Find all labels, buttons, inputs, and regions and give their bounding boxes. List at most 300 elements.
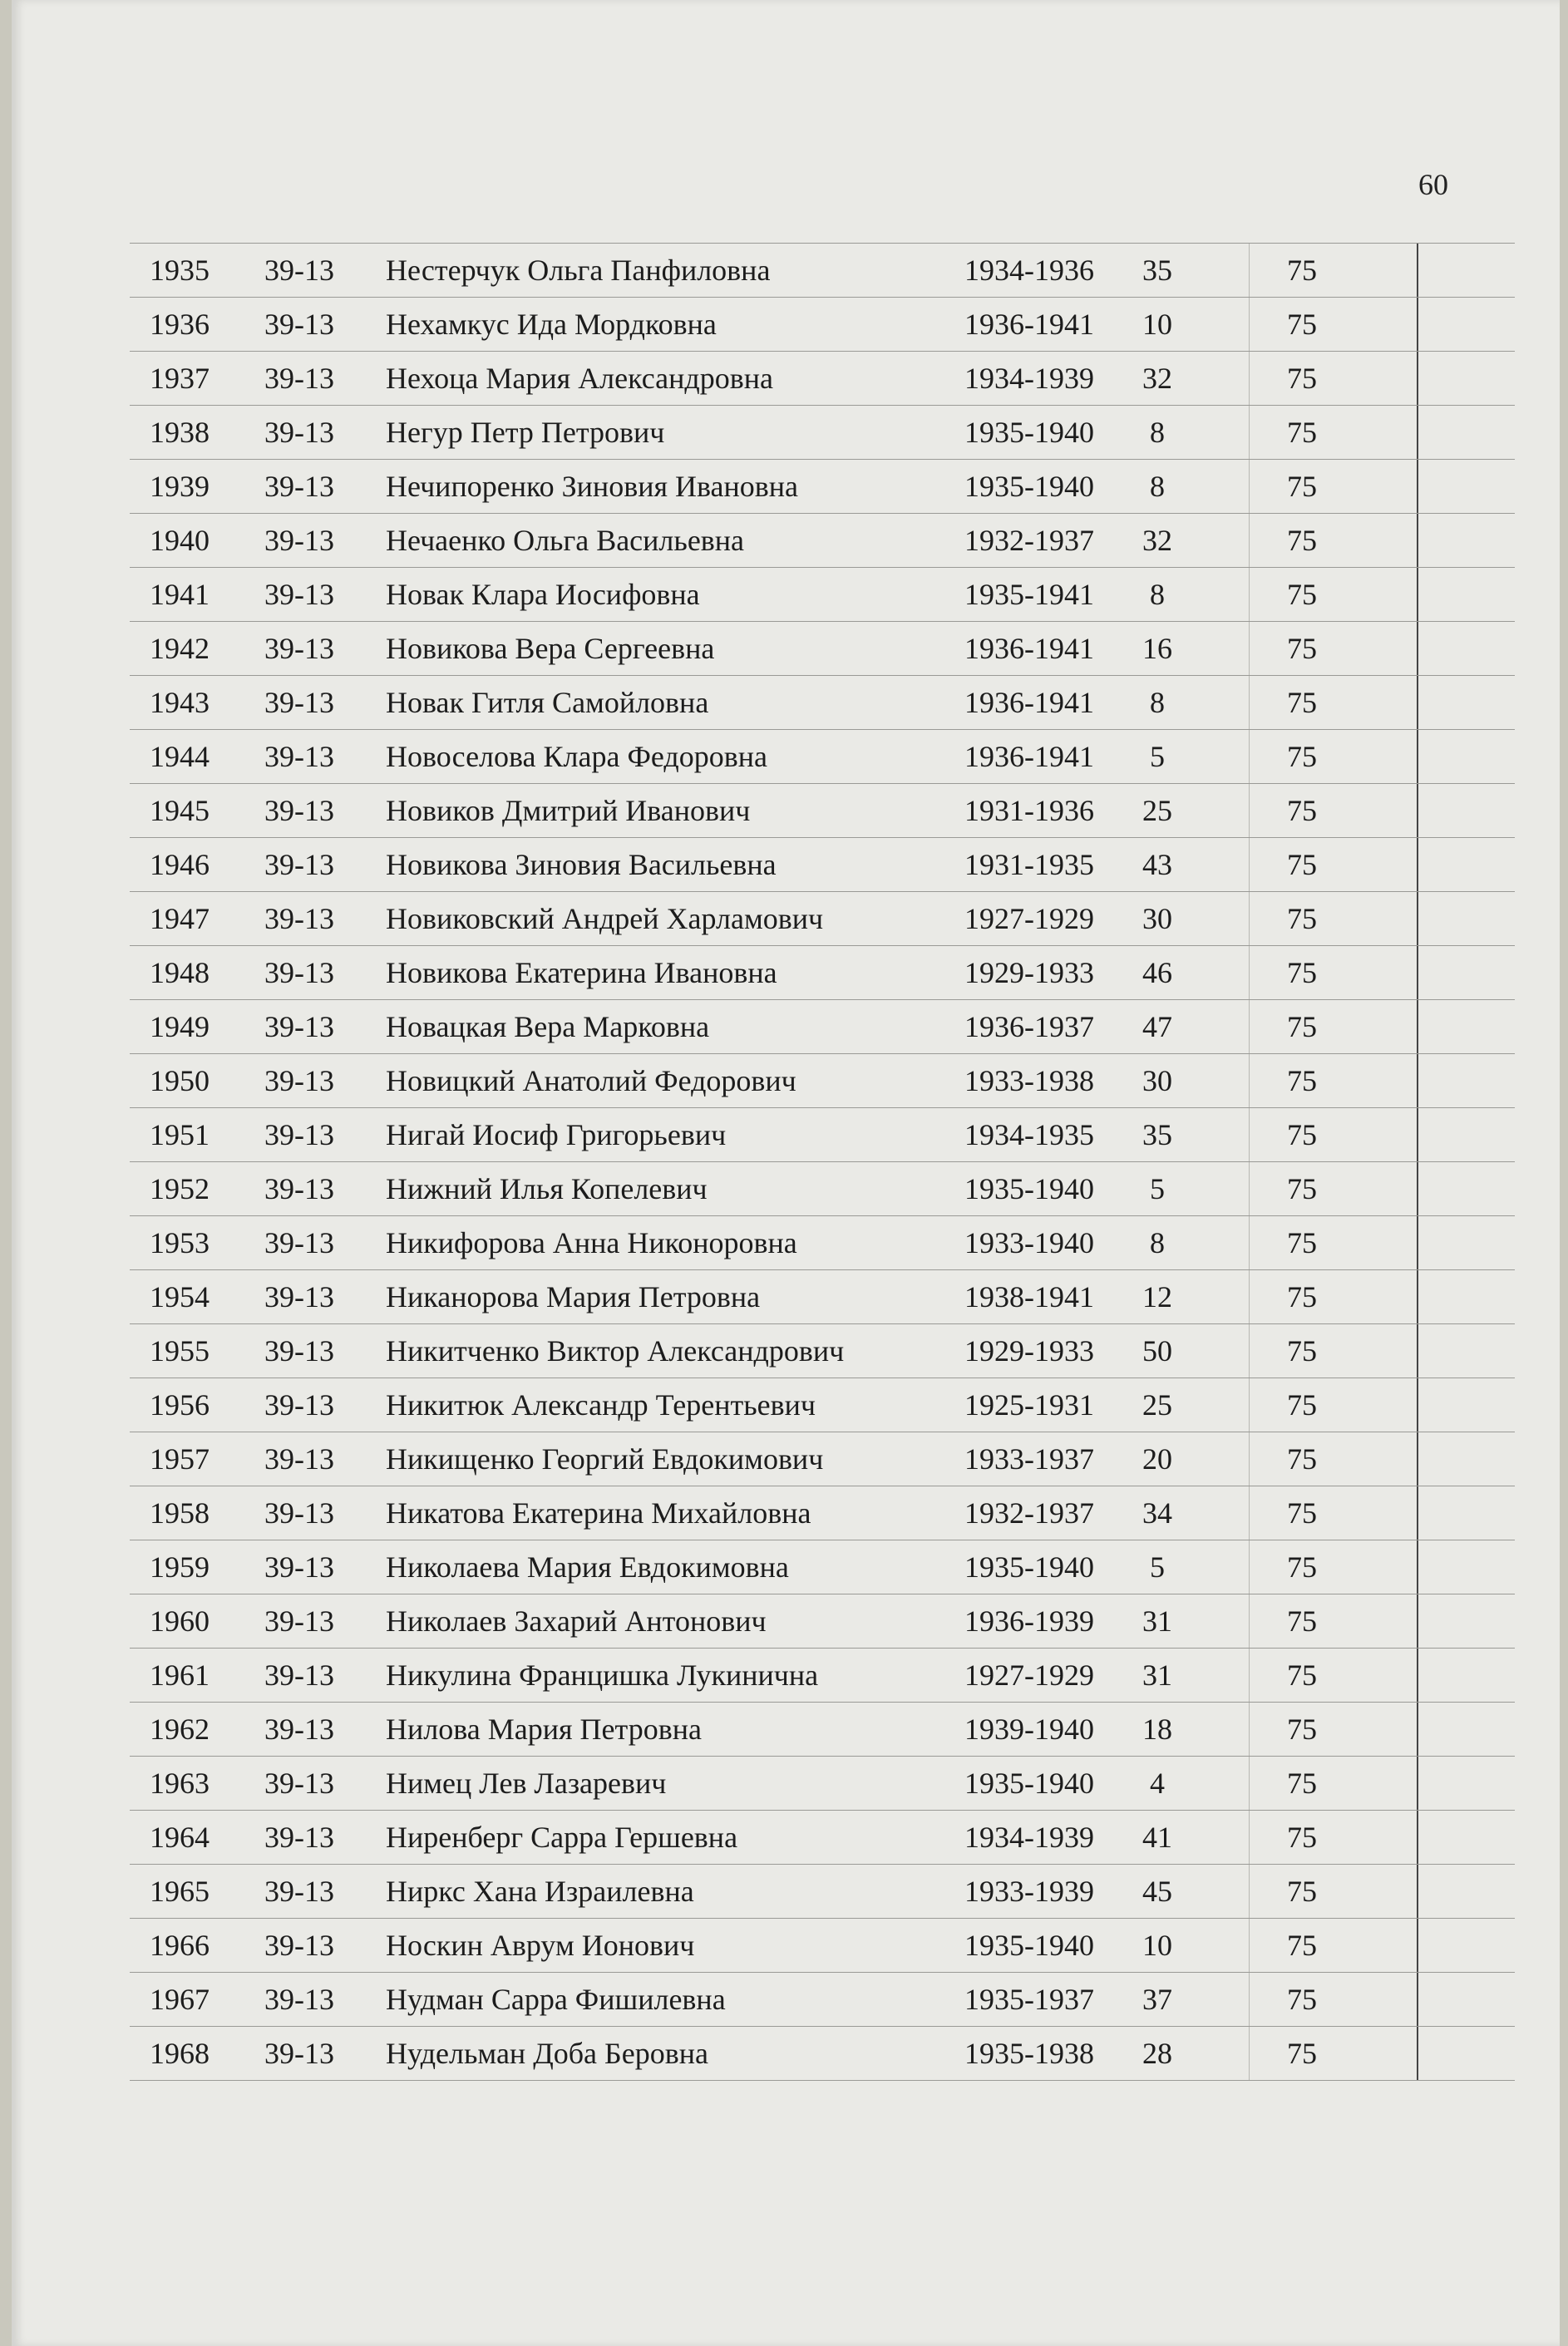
record-years: 1936-1939: [964, 1604, 1094, 1638]
record-count: 35: [1142, 1118, 1172, 1151]
record-code: 39-13: [264, 254, 334, 287]
retention-term: 75: [1287, 632, 1317, 665]
retention-term: 75: [1287, 524, 1317, 557]
retention-term: 75: [1287, 1550, 1317, 1584]
retention-term: 75: [1287, 254, 1317, 287]
record-years: 1935-1940: [964, 1929, 1094, 1962]
column-divider: [1417, 1432, 1418, 1486]
page-number: 60: [1418, 168, 1448, 201]
record-count: 8: [1150, 686, 1165, 719]
column-divider: [1417, 946, 1418, 999]
record-code: 39-13: [264, 1388, 334, 1422]
record-number: 1965: [150, 1875, 210, 1908]
table-row: [130, 1054, 1515, 1108]
person-name: Новацкая Вера Марковна: [386, 1010, 710, 1043]
column-divider: [1249, 784, 1250, 837]
table-row: [130, 298, 1515, 352]
table-row: [130, 406, 1515, 460]
record-years: 1936-1941: [964, 686, 1094, 719]
record-years: 1931-1936: [964, 794, 1094, 827]
record-years: 1931-1935: [964, 848, 1094, 881]
retention-term: 75: [1287, 308, 1317, 341]
record-number: 1964: [150, 1821, 210, 1854]
record-count: 10: [1142, 1929, 1172, 1962]
record-number: 1966: [150, 1929, 210, 1962]
record-years: 1936-1941: [964, 632, 1094, 665]
record-number: 1941: [150, 578, 210, 611]
record-number: 1936: [150, 308, 210, 341]
record-code: 39-13: [264, 1875, 334, 1908]
table-row: [130, 1378, 1515, 1432]
record-count: 41: [1142, 1821, 1172, 1854]
record-count: 46: [1142, 956, 1172, 989]
record-count: 20: [1142, 1442, 1172, 1476]
retention-term: 75: [1287, 470, 1317, 503]
retention-term: 75: [1287, 956, 1317, 989]
record-years: 1935-1940: [964, 470, 1094, 503]
record-number: 1946: [150, 848, 210, 881]
column-divider: [1417, 838, 1418, 891]
retention-term: 75: [1287, 1118, 1317, 1151]
column-divider: [1249, 1108, 1250, 1161]
record-years: 1927-1929: [964, 902, 1094, 935]
column-divider: [1249, 1757, 1250, 1810]
record-count: 34: [1142, 1496, 1172, 1530]
record-code: 39-13: [264, 1010, 334, 1043]
record-years: 1935-1940: [964, 1550, 1094, 1584]
record-number: 1960: [150, 1604, 210, 1638]
record-years: 1929-1933: [964, 956, 1094, 989]
column-divider: [1249, 1000, 1250, 1053]
record-years: 1932-1937: [964, 524, 1094, 557]
record-years: 1927-1929: [964, 1658, 1094, 1692]
column-divider: [1417, 514, 1418, 567]
table-row: [130, 730, 1515, 784]
column-divider: [1249, 622, 1250, 675]
record-number: 1942: [150, 632, 210, 665]
column-divider: [1417, 1054, 1418, 1107]
person-name: Новикова Зиновия Васильевна: [386, 848, 777, 881]
column-divider: [1417, 1919, 1418, 1972]
record-years: 1934-1939: [964, 362, 1094, 395]
column-divider: [1249, 676, 1250, 729]
record-count: 5: [1150, 740, 1165, 773]
record-number: 1958: [150, 1496, 210, 1530]
record-count: 8: [1150, 578, 1165, 611]
person-name: Новиков Дмитрий Иванович: [386, 794, 751, 827]
column-divider: [1249, 406, 1250, 459]
person-name: Нимец Лев Лазаревич: [386, 1767, 667, 1800]
column-divider: [1417, 892, 1418, 945]
column-divider: [1249, 1811, 1250, 1864]
record-years: 1933-1939: [964, 1875, 1094, 1908]
record-count: 50: [1142, 1334, 1172, 1368]
table-row: [130, 514, 1515, 568]
column-divider: [1249, 730, 1250, 783]
record-count: 32: [1142, 362, 1172, 395]
retention-term: 75: [1287, 1875, 1317, 1908]
record-number: 1959: [150, 1550, 210, 1584]
person-name: Никитюк Александр Терентьевич: [386, 1388, 816, 1422]
record-code: 39-13: [264, 362, 334, 395]
record-count: 8: [1150, 416, 1165, 449]
record-number: 1948: [150, 956, 210, 989]
record-code: 39-13: [264, 1658, 334, 1692]
column-divider: [1249, 1540, 1250, 1594]
record-count: 30: [1142, 1064, 1172, 1097]
person-name: Нигай Иосиф Григорьевич: [386, 1118, 727, 1151]
column-divider: [1417, 1216, 1418, 1269]
person-name: Николаева Мария Евдокимовна: [386, 1550, 789, 1584]
record-count: 28: [1142, 2037, 1172, 2070]
record-count: 4: [1150, 1767, 1165, 1800]
person-name: Новоселова Клара Федоровна: [386, 740, 767, 773]
table-row: [130, 838, 1515, 892]
person-name: Новак Клара Иосифовна: [386, 578, 700, 611]
column-divider: [1249, 1703, 1250, 1756]
record-number: 1938: [150, 416, 210, 449]
table-row: [130, 2027, 1515, 2081]
record-count: 43: [1142, 848, 1172, 881]
record-code: 39-13: [264, 740, 334, 773]
column-divider: [1417, 1811, 1418, 1864]
record-number: 1957: [150, 1442, 210, 1476]
person-name: Новикова Екатерина Ивановна: [386, 956, 777, 989]
column-divider: [1417, 622, 1418, 675]
record-code: 39-13: [264, 1929, 334, 1962]
record-years: 1935-1940: [964, 1767, 1094, 1800]
table-row: [130, 622, 1515, 676]
record-code: 39-13: [264, 416, 334, 449]
retention-term: 75: [1287, 1767, 1317, 1800]
table-row: [130, 1000, 1515, 1054]
record-code: 39-13: [264, 1604, 334, 1638]
record-code: 39-13: [264, 1064, 334, 1097]
record-count: 10: [1142, 308, 1172, 341]
record-count: 16: [1142, 632, 1172, 665]
column-divider: [1417, 244, 1418, 297]
retention-term: 75: [1287, 740, 1317, 773]
table-row: [130, 1703, 1515, 1757]
record-years: 1935-1938: [964, 2037, 1094, 2070]
retention-term: 75: [1287, 1658, 1317, 1692]
column-divider: [1417, 676, 1418, 729]
record-number: 1943: [150, 686, 210, 719]
table-row: [130, 460, 1515, 514]
table-row: [130, 1540, 1515, 1594]
table-row: [130, 1162, 1515, 1216]
person-name: Никатова Екатерина Михайловна: [386, 1496, 811, 1530]
person-name: Негур Петр Петрович: [386, 416, 665, 449]
table-row: [130, 1649, 1515, 1703]
column-divider: [1249, 1865, 1250, 1918]
record-number: 1952: [150, 1172, 210, 1205]
column-divider: [1417, 1594, 1418, 1648]
retention-term: 75: [1287, 1983, 1317, 2016]
column-divider: [1249, 2027, 1250, 2080]
retention-term: 75: [1287, 902, 1317, 935]
column-divider: [1249, 892, 1250, 945]
column-divider: [1249, 1919, 1250, 1972]
record-number: 1940: [150, 524, 210, 557]
record-code: 39-13: [264, 632, 334, 665]
record-number: 1967: [150, 1983, 210, 2016]
person-name: Никанорова Мария Петровна: [386, 1280, 761, 1313]
person-name: Николаев Захарий Антонович: [386, 1604, 767, 1638]
record-years: 1932-1937: [964, 1496, 1094, 1530]
person-name: Новикова Вера Сергеевна: [386, 632, 715, 665]
person-name: Нехоца Мария Александровна: [386, 362, 773, 395]
record-code: 39-13: [264, 1983, 334, 2016]
record-code: 39-13: [264, 1821, 334, 1854]
record-count: 31: [1142, 1658, 1172, 1692]
column-divider: [1417, 1000, 1418, 1053]
record-count: 31: [1142, 1604, 1172, 1638]
retention-term: 75: [1287, 362, 1317, 395]
column-divider: [1417, 1324, 1418, 1378]
column-divider: [1249, 568, 1250, 621]
column-divider: [1417, 1540, 1418, 1594]
record-years: 1936-1941: [964, 308, 1094, 341]
column-divider: [1249, 1378, 1250, 1432]
person-name: Нехамкус Ида Мордковна: [386, 308, 717, 341]
person-name: Новицкий Анатолий Федорович: [386, 1064, 796, 1097]
table-row: [130, 1865, 1515, 1919]
record-years: 1935-1937: [964, 1983, 1094, 2016]
record-count: 35: [1142, 254, 1172, 287]
person-name: Носкин Аврум Ионович: [386, 1929, 695, 1962]
person-name: Новиковский Андрей Харламович: [386, 902, 824, 935]
retention-term: 75: [1287, 1064, 1317, 1097]
record-number: 1954: [150, 1280, 210, 1313]
record-number: 1949: [150, 1010, 210, 1043]
record-code: 39-13: [264, 308, 334, 341]
person-name: Никифорова Анна Никоноровна: [386, 1226, 797, 1259]
retention-term: 75: [1287, 686, 1317, 719]
person-name: Ниренберг Сарра Гершевна: [386, 1821, 738, 1854]
column-divider: [1249, 1432, 1250, 1486]
table-row: [130, 1432, 1515, 1486]
column-divider: [1417, 460, 1418, 513]
person-name: Нудман Сарра Фишилевна: [386, 1983, 726, 2016]
retention-term: 75: [1287, 1442, 1317, 1476]
table-row: [130, 1973, 1515, 2027]
record-count: 5: [1150, 1550, 1165, 1584]
person-name: Никитченко Виктор Александрович: [386, 1334, 845, 1368]
record-code: 39-13: [264, 1442, 334, 1476]
record-count: 5: [1150, 1172, 1165, 1205]
record-years: 1935-1940: [964, 416, 1094, 449]
record-years: 1936-1941: [964, 740, 1094, 773]
retention-term: 75: [1287, 1388, 1317, 1422]
column-divider: [1249, 460, 1250, 513]
record-years: 1939-1940: [964, 1713, 1094, 1746]
record-number: 1968: [150, 2037, 210, 2070]
person-name: Ниркс Хана Израилевна: [386, 1875, 694, 1908]
person-name: Нудельман Доба Беровна: [386, 2037, 708, 2070]
record-count: 25: [1142, 1388, 1172, 1422]
record-count: 30: [1142, 902, 1172, 935]
person-name: Новак Гитля Самойловна: [386, 686, 709, 719]
table-row: [130, 1757, 1515, 1811]
record-count: 18: [1142, 1713, 1172, 1746]
person-name: Никищенко Георгий Евдокимович: [386, 1442, 824, 1476]
table-row: [130, 784, 1515, 838]
column-divider: [1249, 244, 1250, 297]
record-years: 1938-1941: [964, 1280, 1094, 1313]
record-count: 25: [1142, 794, 1172, 827]
record-years: 1925-1931: [964, 1388, 1094, 1422]
table-row: [130, 1324, 1515, 1378]
retention-term: 75: [1287, 848, 1317, 881]
record-count: 45: [1142, 1875, 1172, 1908]
table-row: [130, 676, 1515, 730]
retention-term: 75: [1287, 794, 1317, 827]
record-number: 1945: [150, 794, 210, 827]
retention-term: 75: [1287, 2037, 1317, 2070]
record-number: 1963: [150, 1767, 210, 1800]
table-row: [130, 244, 1515, 298]
record-code: 39-13: [264, 1226, 334, 1259]
person-name: Нестерчук Ольга Панфиловна: [386, 254, 771, 287]
column-divider: [1417, 406, 1418, 459]
column-divider: [1417, 1270, 1418, 1323]
record-years: 1935-1940: [964, 1172, 1094, 1205]
column-divider: [1417, 1378, 1418, 1432]
column-divider: [1417, 1108, 1418, 1161]
column-divider: [1249, 514, 1250, 567]
record-number: 1951: [150, 1118, 210, 1151]
record-number: 1935: [150, 254, 210, 287]
table-row: [130, 1811, 1515, 1865]
record-number: 1953: [150, 1226, 210, 1259]
record-years: 1936-1937: [964, 1010, 1094, 1043]
table-row: [130, 352, 1515, 406]
record-code: 39-13: [264, 578, 334, 611]
record-count: 37: [1142, 1983, 1172, 2016]
table-row: [130, 1594, 1515, 1649]
retention-term: 75: [1287, 1496, 1317, 1530]
retention-term: 75: [1287, 578, 1317, 611]
column-divider: [1417, 730, 1418, 783]
retention-term: 75: [1287, 1713, 1317, 1746]
record-number: 1937: [150, 362, 210, 395]
table-row: [130, 1270, 1515, 1324]
document-page: [12, 0, 1560, 2346]
person-name: Никулина Францишка Лукинична: [386, 1658, 819, 1692]
column-divider: [1417, 784, 1418, 837]
column-divider: [1249, 1162, 1250, 1215]
record-code: 39-13: [264, 1496, 334, 1530]
record-code: 39-13: [264, 956, 334, 989]
column-divider: [1249, 1973, 1250, 2026]
table-row: [130, 946, 1515, 1000]
person-name: Нилова Мария Петровна: [386, 1713, 702, 1746]
record-years: 1934-1935: [964, 1118, 1094, 1151]
record-number: 1950: [150, 1064, 210, 1097]
record-number: 1956: [150, 1388, 210, 1422]
column-divider: [1417, 1865, 1418, 1918]
table-row: [130, 1216, 1515, 1270]
record-code: 39-13: [264, 794, 334, 827]
column-divider: [1249, 1649, 1250, 1702]
record-code: 39-13: [264, 902, 334, 935]
column-divider: [1249, 1270, 1250, 1323]
record-code: 39-13: [264, 470, 334, 503]
column-divider: [1249, 1216, 1250, 1269]
record-code: 39-13: [264, 1713, 334, 1746]
column-divider: [1417, 352, 1418, 405]
column-divider: [1249, 946, 1250, 999]
record-count: 12: [1142, 1280, 1172, 1313]
retention-term: 75: [1287, 1226, 1317, 1259]
retention-term: 75: [1287, 1821, 1317, 1854]
table-row: [130, 1919, 1515, 1973]
record-count: 8: [1150, 1226, 1165, 1259]
person-name: Нечипоренко Зиновия Ивановна: [386, 470, 799, 503]
record-code: 39-13: [264, 1172, 334, 1205]
record-code: 39-13: [264, 2037, 334, 2070]
person-name: Нечаенко Ольга Васильевна: [386, 524, 745, 557]
table-row: [130, 892, 1515, 946]
retention-term: 75: [1287, 1334, 1317, 1368]
retention-term: 75: [1287, 416, 1317, 449]
column-divider: [1249, 1486, 1250, 1540]
column-divider: [1417, 1757, 1418, 1810]
column-divider: [1249, 1594, 1250, 1648]
record-years: 1934-1939: [964, 1821, 1094, 1854]
record-code: 39-13: [264, 848, 334, 881]
person-name: Нижний Илья Копелевич: [386, 1172, 708, 1205]
column-divider: [1249, 838, 1250, 891]
record-years: 1935-1941: [964, 578, 1094, 611]
column-divider: [1249, 1324, 1250, 1378]
record-years: 1934-1936: [964, 254, 1094, 287]
record-number: 1947: [150, 902, 210, 935]
records-table: [130, 243, 1515, 2081]
column-divider: [1249, 352, 1250, 405]
retention-term: 75: [1287, 1172, 1317, 1205]
retention-term: 75: [1287, 1929, 1317, 1962]
record-code: 39-13: [264, 1280, 334, 1313]
retention-term: 75: [1287, 1604, 1317, 1638]
column-divider: [1417, 1162, 1418, 1215]
record-number: 1955: [150, 1334, 210, 1368]
record-code: 39-13: [264, 1118, 334, 1151]
record-code: 39-13: [264, 1334, 334, 1368]
record-code: 39-13: [264, 1767, 334, 1800]
record-years: 1933-1937: [964, 1442, 1094, 1476]
record-number: 1944: [150, 740, 210, 773]
record-number: 1961: [150, 1658, 210, 1692]
retention-term: 75: [1287, 1010, 1317, 1043]
column-divider: [1417, 1649, 1418, 1702]
column-divider: [1417, 1486, 1418, 1540]
record-count: 47: [1142, 1010, 1172, 1043]
column-divider: [1417, 298, 1418, 351]
record-count: 32: [1142, 524, 1172, 557]
retention-term: 75: [1287, 1280, 1317, 1313]
record-years: 1933-1940: [964, 1226, 1094, 1259]
column-divider: [1249, 1054, 1250, 1107]
column-divider: [1417, 568, 1418, 621]
record-years: 1929-1933: [964, 1334, 1094, 1368]
table-row: [130, 568, 1515, 622]
record-code: 39-13: [264, 686, 334, 719]
column-divider: [1417, 1973, 1418, 2026]
column-divider: [1417, 2027, 1418, 2080]
column-divider: [1249, 298, 1250, 351]
